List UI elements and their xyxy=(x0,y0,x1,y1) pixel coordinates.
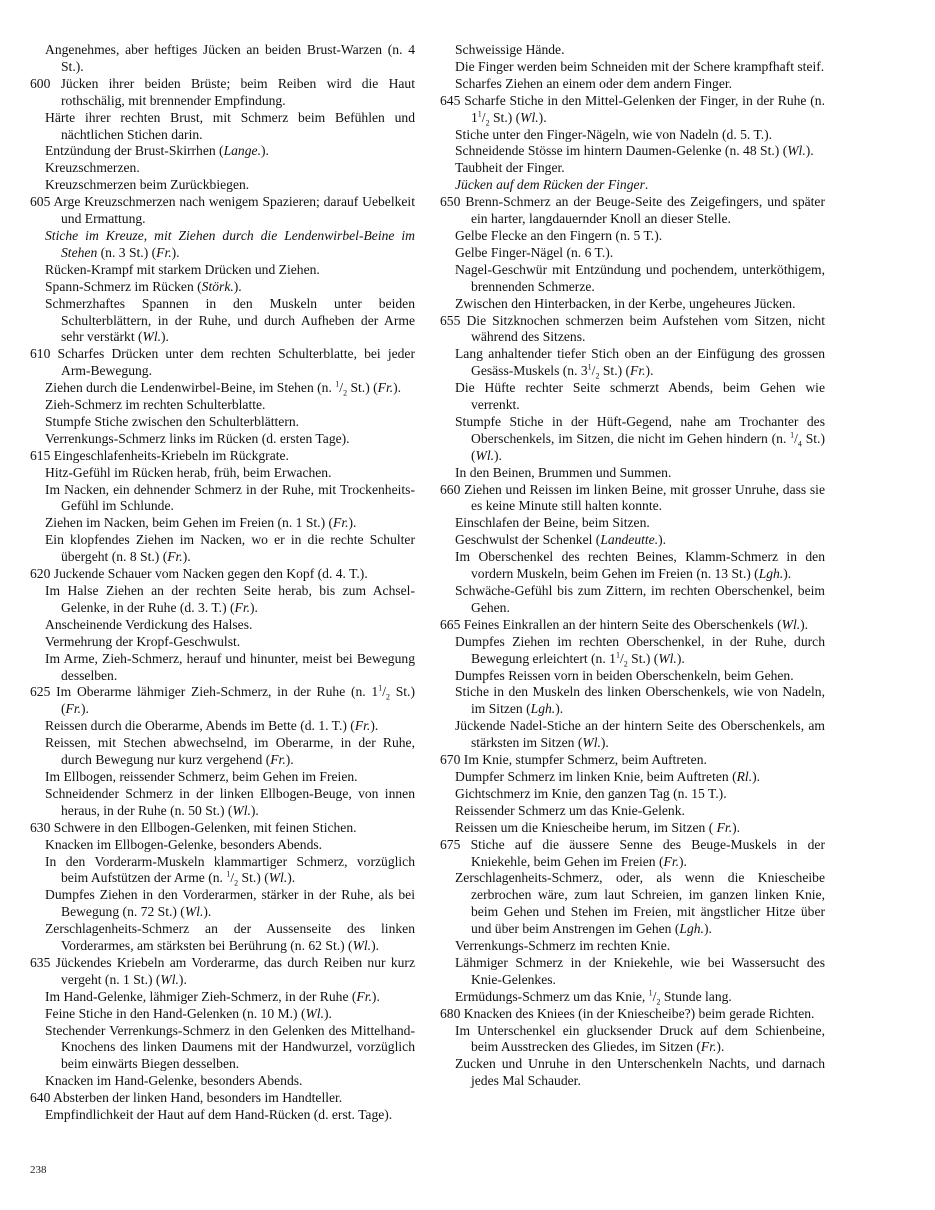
symptom-entry: Kreuzschmerzen beim Zurückbiegen. xyxy=(45,177,250,193)
right-column xyxy=(440,42,825,1090)
entry-number: 620 xyxy=(30,566,51,582)
symptom-entry: Im Nacken, ein dehnender Schmerz in der Ruhe, mit Trockenheits-Gefühl im Schlunde. xyxy=(45,481,415,514)
symptom-entry: Reissen, mit Stechen abwechselnd, im Oberarme, in der Ruhe, durch Bewegung nur kurz vergehend (Fr.). xyxy=(45,735,415,768)
symptom-entry: Rücken-Krampf mit starkem Drücken und Ziehen. xyxy=(45,261,320,277)
symptom-entry: In den Vorderarm-Muskeln klammartiger Schmerz, vorzüglich beim Aufstützen der Arme (n. $^1/_2$ St.) (Wl.). xyxy=(45,853,415,889)
entry-number: 600 xyxy=(30,75,51,91)
symptom-entry: Anscheinende Verdickung des Halses. xyxy=(45,616,253,632)
symptom-entry: Dumpfer Schmerz im linken Knie, beim Auftreten (Rl.). xyxy=(455,768,761,784)
symptom-entry: 650 Brenn-Schmerz an der Beuge-Seite des Zeigefingers, und später ein harter, langdauernder Knoll an dieser Stelle. xyxy=(440,194,825,227)
symptom-entry: Scharfes Ziehen an einem oder dem andern Finger. xyxy=(455,75,733,91)
entry-number: 645 xyxy=(440,92,461,108)
entry-number: 610 xyxy=(30,346,51,362)
symptom-entry: Gelbe Finger-Nägel (n. 6 T.). xyxy=(455,244,614,260)
symptom-entry: Härte ihrer rechten Brust, mit Schmerz beim Befühlen und nächtlichen Stichen darin. xyxy=(45,109,415,142)
entry-number: 625 xyxy=(30,684,51,700)
entry-number: 655 xyxy=(440,312,461,328)
symptom-entry: Schneidende Stösse im hintern Daumen-Gelenke (n. 48 St.) (Wl.). xyxy=(455,143,814,159)
entry-number: 650 xyxy=(440,194,461,210)
symptom-entry: 620 Juckende Schauer vom Nacken gegen den Kopf (d. 4. T.). xyxy=(30,566,368,582)
symptom-entry: Angenehmes, aber heftiges Jücken an beiden Brust-Warzen (n. 4 St.). xyxy=(45,42,415,74)
symptom-entry: Stiche im Kreuze, mit Ziehen durch die Lendenwirbel-Beine im Stehen (n. 3 St.) (Fr.). xyxy=(45,227,415,260)
symptom-entry: 610 Scharfes Drücken unter dem rechten Schulterblatte, bei jeder Arm-Bewegung. xyxy=(30,346,415,379)
symptom-entry: 600 Jücken ihrer beiden Brüste; beim Reiben wird die Haut rothschälig, mit brennender Empfindung. xyxy=(30,75,415,108)
symptom-entry: Jücken auf dem Rücken der Finger. xyxy=(455,177,649,193)
symptom-entry: 615 Eingeschlafenheits-Kriebeln im Rückgrate. xyxy=(30,447,289,463)
symptom-entry: Taubheit der Finger. xyxy=(455,160,565,176)
symptom-entry: Stiche unter den Finger-Nägeln, wie von Nadeln (d. 5. T.). xyxy=(455,126,773,142)
symptom-entry: Lähmiger Schmerz in der Kniekehle, wie bei Wassersucht des Knie-Gelenkes. xyxy=(455,954,825,987)
symptom-entry: Jückende Nadel-Stiche an der hintern Seite des Oberschenkels, am stärksten im Sitzen (Wl.). xyxy=(455,718,825,751)
entry-number: 605 xyxy=(30,194,51,210)
entry-number: 640 xyxy=(30,1090,51,1106)
symptom-entry: Stumpfe Stiche zwischen den Schulterblättern. xyxy=(45,413,300,429)
symptom-entry: 675 Stiche auf die äussere Senne des Beuge-Muskels in der Kniekehle, beim Gehen im Freien (Fr.). xyxy=(440,836,825,869)
symptom-entry: 645 Scharfe Stiche in den Mittel-Gelenken der Finger, in der Ruhe (n. $1^1/_2$ St.) (Wl.). xyxy=(440,92,825,128)
symptom-entry: Entzündung der Brust-Skirrhen (Lange.). xyxy=(45,143,269,159)
symptom-entry: Dumpfes Reissen vorn in beiden Oberschenkeln, beim Gehen. xyxy=(455,667,794,683)
symptom-entry: In den Beinen, Brummen und Summen. xyxy=(455,464,672,480)
symptom-entry: Spann-Schmerz im Rücken (Störk.). xyxy=(45,278,242,294)
symptom-entry: Im Oberschenkel des rechten Beines, Klamm-Schmerz in den vordern Muskeln, beim Gehen im Freien (n. 13 St.) (Lgh.). xyxy=(455,549,825,582)
symptom-entry: Im Ellbogen, reissender Schmerz, beim Gehen im Freien. xyxy=(45,768,358,784)
symptom-entry: 660 Ziehen und Reissen im linken Beine, mit grosser Unruhe, dass sie es keine Minute still halten konnte. xyxy=(440,481,825,514)
symptom-entry: Schneidender Schmerz in der linken Ellbogen-Beuge, von innen heraus, in der Ruhe (n. 50 St.) (Wl.). xyxy=(45,785,415,818)
symptom-entry: Die Finger werden beim Schneiden mit der Schere krampfhaft steif. xyxy=(455,58,825,74)
symptom-entry: 630 Schwere in den Ellbogen-Gelenken, mit feinen Stichen. xyxy=(30,819,357,835)
entry-number: 670 xyxy=(440,752,461,768)
symptom-entry: Reissender Schmerz um das Knie-Gelenk. xyxy=(455,802,685,818)
symptom-entry: Knacken im Hand-Gelenke, besonders Abends. xyxy=(45,1073,303,1089)
entry-number: 615 xyxy=(30,447,51,463)
symptom-entry: Zucken und Unruhe in den Unterschenkeln Nachts, und darnach jedes Mal Schauder. xyxy=(455,1056,825,1089)
entry-number: 660 xyxy=(440,481,461,497)
symptom-entry: Zerschlagenheits-Schmerz an der Aussenseite des linken Vorderarmes, am stärksten bei Berührung (n. 62 St.) (Wl.). xyxy=(45,921,415,954)
symptom-entry: 635 Jückendes Kriebeln am Vorderarme, das durch Reiben nur kurz vergeht (n. 1 St.) (Wl.). xyxy=(30,954,415,987)
symptom-entry: 625 Im Oberarme lähmiger Zieh-Schmerz, in der Ruhe (n. $1^1/_2$ St.) (Fr.). xyxy=(30,683,415,717)
symptom-entry: Im Halse Ziehen an der rechten Seite herab, bis zum Achsel-Gelenke, in der Ruhe (d. 3. T.) (Fr.). xyxy=(45,583,415,615)
symptom-entry: Einschlafen der Beine, beim Sitzen. xyxy=(455,515,650,531)
symptom-entry: 680 Knacken des Kniees (in der Kniescheibe?) beim gerade Richten. xyxy=(440,1005,815,1021)
symptom-entry: Schweissige Hände. xyxy=(455,42,565,57)
symptom-entry: Verrenkungs-Schmerz links im Rücken (d. ersten Tage). xyxy=(45,430,350,446)
entry-number: 635 xyxy=(30,954,51,970)
symptom-entry: Verrenkungs-Schmerz im rechten Knie. xyxy=(455,938,671,954)
symptom-entry: Stiche in den Muskeln des linken Oberschenkels, wie von Nadeln, im Sitzen (Lgh.). xyxy=(455,684,825,717)
symptom-entry: Stechender Verrenkungs-Schmerz in den Gelenken des Mittelhand-Knochens des linken Daumens mit der Handwurzel, vorzüglich beim einwärts Biegen desselben. xyxy=(45,1022,415,1072)
symptom-entry: Feine Stiche in den Hand-Gelenken (n. 10 M.) (Wl.). xyxy=(45,1005,332,1021)
symptom-entry: 670 Im Knie, stumpfer Schmerz, beim Auftreten. xyxy=(440,752,707,768)
symptom-entry: Reissen um die Kniescheibe herum, im Sitzen ( Fr.). xyxy=(455,819,741,835)
entry-number: 665 xyxy=(440,616,461,632)
symptom-entry: Hitz-Gefühl im Rücken herab, früh, beim Erwachen. xyxy=(45,464,332,480)
symptom-entry: Zieh-Schmerz im rechten Schulterblatte. xyxy=(45,397,266,413)
symptom-entry: Nagel-Geschwür mit Entzündung und pochendem, unterköthigem, brennenden Schmerze. xyxy=(455,261,825,294)
entry-number: 675 xyxy=(440,836,461,852)
symptom-entry: Schmerzhaftes Spannen in den Muskeln unter beiden Schulterblättern, in der Ruhe, und durch Aufheben der Arme sehr verstärkt (Wl.). xyxy=(45,295,415,345)
symptom-entry: Dumpfes Ziehen in den Vorderarmen, stärker in der Ruhe, als bei Bewegung (n. 72 St.) (Wl.). xyxy=(45,887,415,920)
page-number: 238 xyxy=(30,1164,47,1176)
symptom-entry: 605 Arge Kreuzschmerzen nach wenigem Spazieren; darauf Uebelkeit und Ermattung. xyxy=(30,194,415,227)
symptom-entry: Zwischen den Hinterbacken, in der Kerbe, ungeheures Jücken. xyxy=(455,295,796,311)
symptom-entry: Lang anhaltender tiefer Stich oben an der Einfügung des grossen Gesäss-Muskels (n. $3^1/_2$ St.) (Fr.). xyxy=(455,346,825,381)
symptom-entry: Vermehrung der Kropf-Geschwulst. xyxy=(45,633,241,649)
symptom-entry: Im Unterschenkel ein glucksender Druck auf dem Schienbeine, beim Ausstrecken des Gliedes, im Sitzen (Fr.). xyxy=(455,1022,825,1055)
symptom-entry: 665 Feines Einkrallen an der hintern Seite des Oberschenkels (Wl.). xyxy=(440,616,809,632)
symptom-entry: 640 Absterben der linken Hand, besonders im Handteller. xyxy=(30,1090,343,1106)
symptom-entry: Ziehen durch die Lendenwirbel-Beine, im Stehen (n. $^1/_2$ St.) (Fr.). xyxy=(45,379,402,398)
entry-number: 630 xyxy=(30,819,51,835)
entry-number: 680 xyxy=(440,1005,461,1021)
symptom-entry: Ermüdungs-Schmerz um das Knie, $^1/_2$ Stunde lang. xyxy=(455,988,732,1007)
symptom-entry: Reissen durch die Oberarme, Abends im Bette (d. 1. T.) (Fr.). xyxy=(45,718,379,734)
symptom-entry: Gichtschmerz im Knie, den ganzen Tag (n. 15 T.). xyxy=(455,785,727,801)
symptom-entry: Im Arme, Zieh-Schmerz, herauf und hinunter, meist bei Bewegung desselben. xyxy=(45,650,415,683)
symptom-entry: Schwäche-Gefühl bis zum Zittern, im rechten Oberschenkel, beim Gehen. xyxy=(455,583,825,615)
symptom-entry: Ein klopfendes Ziehen im Nacken, wo er in die rechte Schulter übergeht (n. 8 St.) (Fr.). xyxy=(45,532,415,565)
symptom-entry: Ziehen im Nacken, beim Gehen im Freien (n. 1 St.) (Fr.). xyxy=(45,515,357,531)
left-column xyxy=(30,42,415,1124)
symptom-entry: Zerschlagenheits-Schmerz, oder, als wenn die Kniescheibe zerbrochen wäre, zum laut Schreien, im ganzen linken Knie, beim Gehen und Stehen im Freien, mit ängstlicher Hitze über und über beim Anstrengen im Gehen (Lgh.). xyxy=(455,870,825,937)
symptom-entry: Geschwulst der Schenkel (Landeutte.). xyxy=(455,532,667,548)
symptom-entry: Stumpfe Stiche in der Hüft-Gegend, nahe am Trochanter des Oberschenkels, im Sitzen, die nicht im Gehen hindern (n. $^1/_4$ St.)(Wl.). xyxy=(455,413,825,463)
symptom-entry: Die Hüfte rechter Seite schmerzt Abends, beim Gehen wie verrenkt. xyxy=(455,380,825,413)
symptom-entry: Im Hand-Gelenke, lähmiger Zieh-Schmerz, in der Ruhe (Fr.). xyxy=(45,988,380,1004)
symptom-entry: 655 Die Sitzknochen schmerzen beim Aufstehen vom Sitzen, nicht während des Sitzens. xyxy=(440,312,825,345)
symptom-entry: Kreuzschmerzen. xyxy=(45,160,140,176)
symptom-entry: Dumpfes Ziehen im rechten Oberschenkel, in der Ruhe, durch Bewegung erleichtert (n. $1^1/_2$ St.) (Wl.). xyxy=(455,633,825,669)
symptom-entry: Gelbe Flecke an den Fingern (n. 5 T.). xyxy=(455,227,663,243)
symptom-entry: Empfindlichkeit der Haut auf dem Hand-Rücken (d. erst. Tage). xyxy=(45,1107,393,1123)
symptom-entry: Knacken im Ellbogen-Gelenke, besonders Abends. xyxy=(45,836,323,852)
